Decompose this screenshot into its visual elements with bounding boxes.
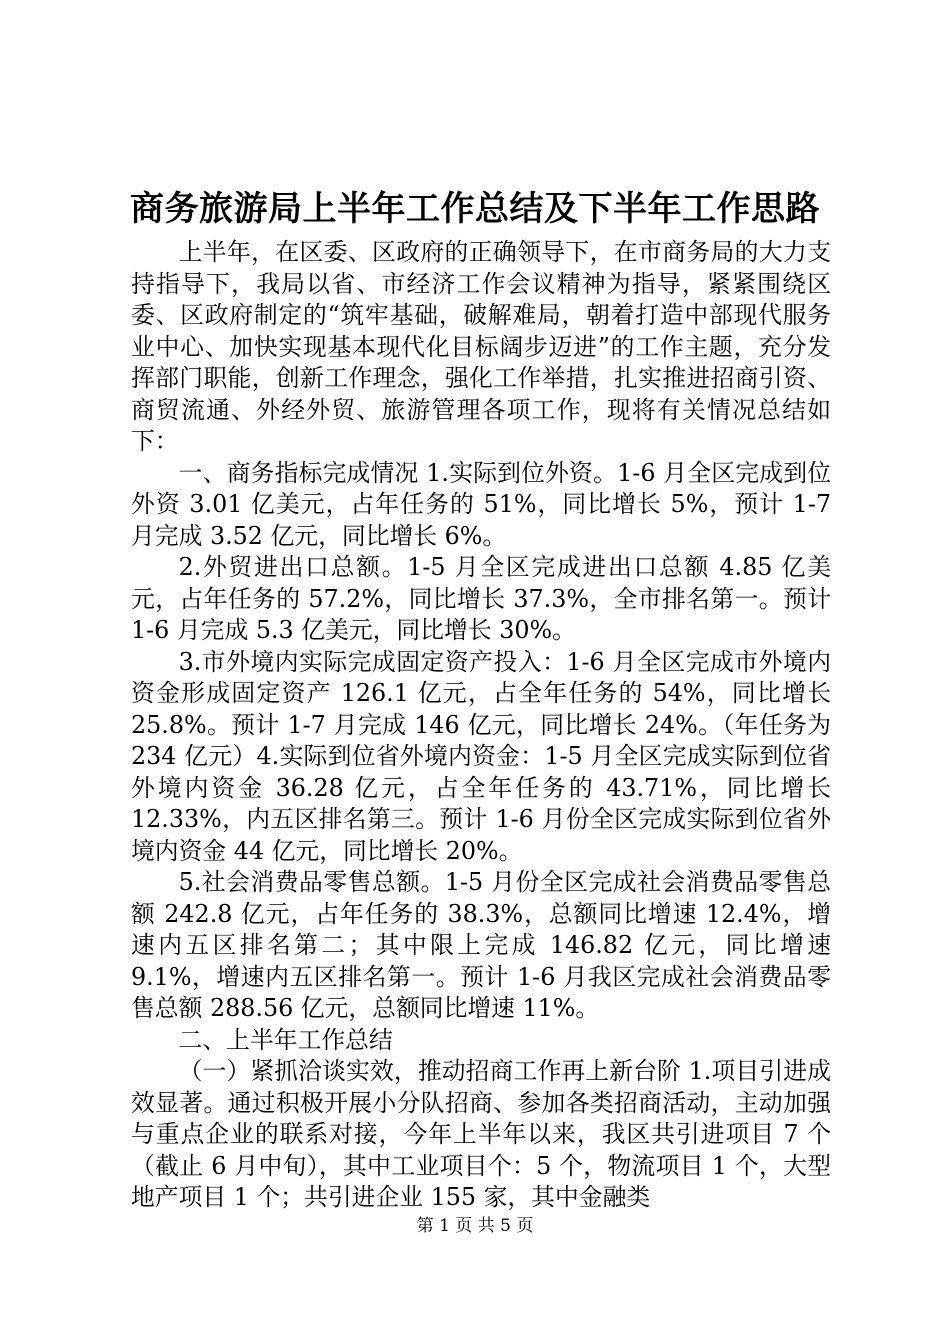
- paragraph-retail-sales: 5.社会消费品零售总额。1-5 月份全区完成社会消费品零售总额 242.8 亿元，占年任务的 38.3%，总额同比增速 12.4%，增速内五区排名第二；其中限上完成 146.82 亿元，同比增速 9.1%，增速内五区排名第一。预计 1-6 月我区完成社会消费品零售总额 288.56 亿元，总额同比增速 11%。: [131, 868, 831, 1022]
- paragraph-fixed-assets: 3.市外境内实际完成固定资产投入：1-6 月全区完成市外境内资金形成固定资产 126.1 亿元，占全年任务的 54%，同比增长 25.8%。预计 1-7 月完成 146 亿元，同比增长 24%。（年任务为 234 亿元）4.实际到位省外境内资金：1-5 月全区完成实际到位省外境内资金 36.28 亿元，占全年任务的 43.71%，同比增长 12.33%，内五区排名第三。预计 1-6 月份全区完成实际到位省外境内资金 44 亿元，同比增长 20%。: [131, 647, 831, 865]
- document-title: 商务旅游局上半年工作总结及下半年工作思路: [130, 189, 820, 229]
- page-footer: 第 1 页 共 5 页: [416, 1216, 534, 1236]
- document-body: [131, 237, 831, 1214]
- section-heading-summary: 二、上半年工作总结: [178, 1025, 393, 1054]
- paragraph-foreign-capital: 一、商务指标完成情况 1.实际到位外资。1-6 月全区完成到位外资 3.01 亿美元，占年任务的 51%，同比增长 5%，预计 1-7 月完成 3.52 亿元，同比增长 6%。: [131, 458, 831, 550]
- paragraph-foreign-trade: 2.外贸进出口总额。1-5 月全区完成进出口总额 4.85 亿美元，占年任务的 57.2%，同比增长 37.3%，全市排名第一。预计 1-6 月完成 5.3 亿美元，同比增长 30%。: [131, 553, 831, 644]
- paragraph-investment: （一）紧抓洽谈实效，推动招商工作再上新台阶 1.项目引进成效显著。通过积极开展小分队招商、参加各类招商活动，主动加强与重点企业的联系对接，今年上半年以来，我区共引进项目 7 个（截止 6 月中旬），其中工业项目个：5 个，物流项目 1 个，大型地产项目 1 个；共引进企业 155 家，其中金融类: [131, 1057, 831, 1211]
- paragraph-intro: 上半年，在区委、区政府的正确领导下，在市商务局的大力支持指导下，我局以省、市经济工作会议精神为指导，紧紧围绕区委、区政府制定的“筑牢基础，破解难局，朝着打造中部现代服务业中心、加快实现基本现代化目标阔步迈进”的工作主题，充分发挥部门职能，创新工作理念，强化工作举措，扎实推进招商引资、商贸流通、外经外贸、旅游管理各项工作，现将有关情况总结如下：: [131, 238, 831, 455]
